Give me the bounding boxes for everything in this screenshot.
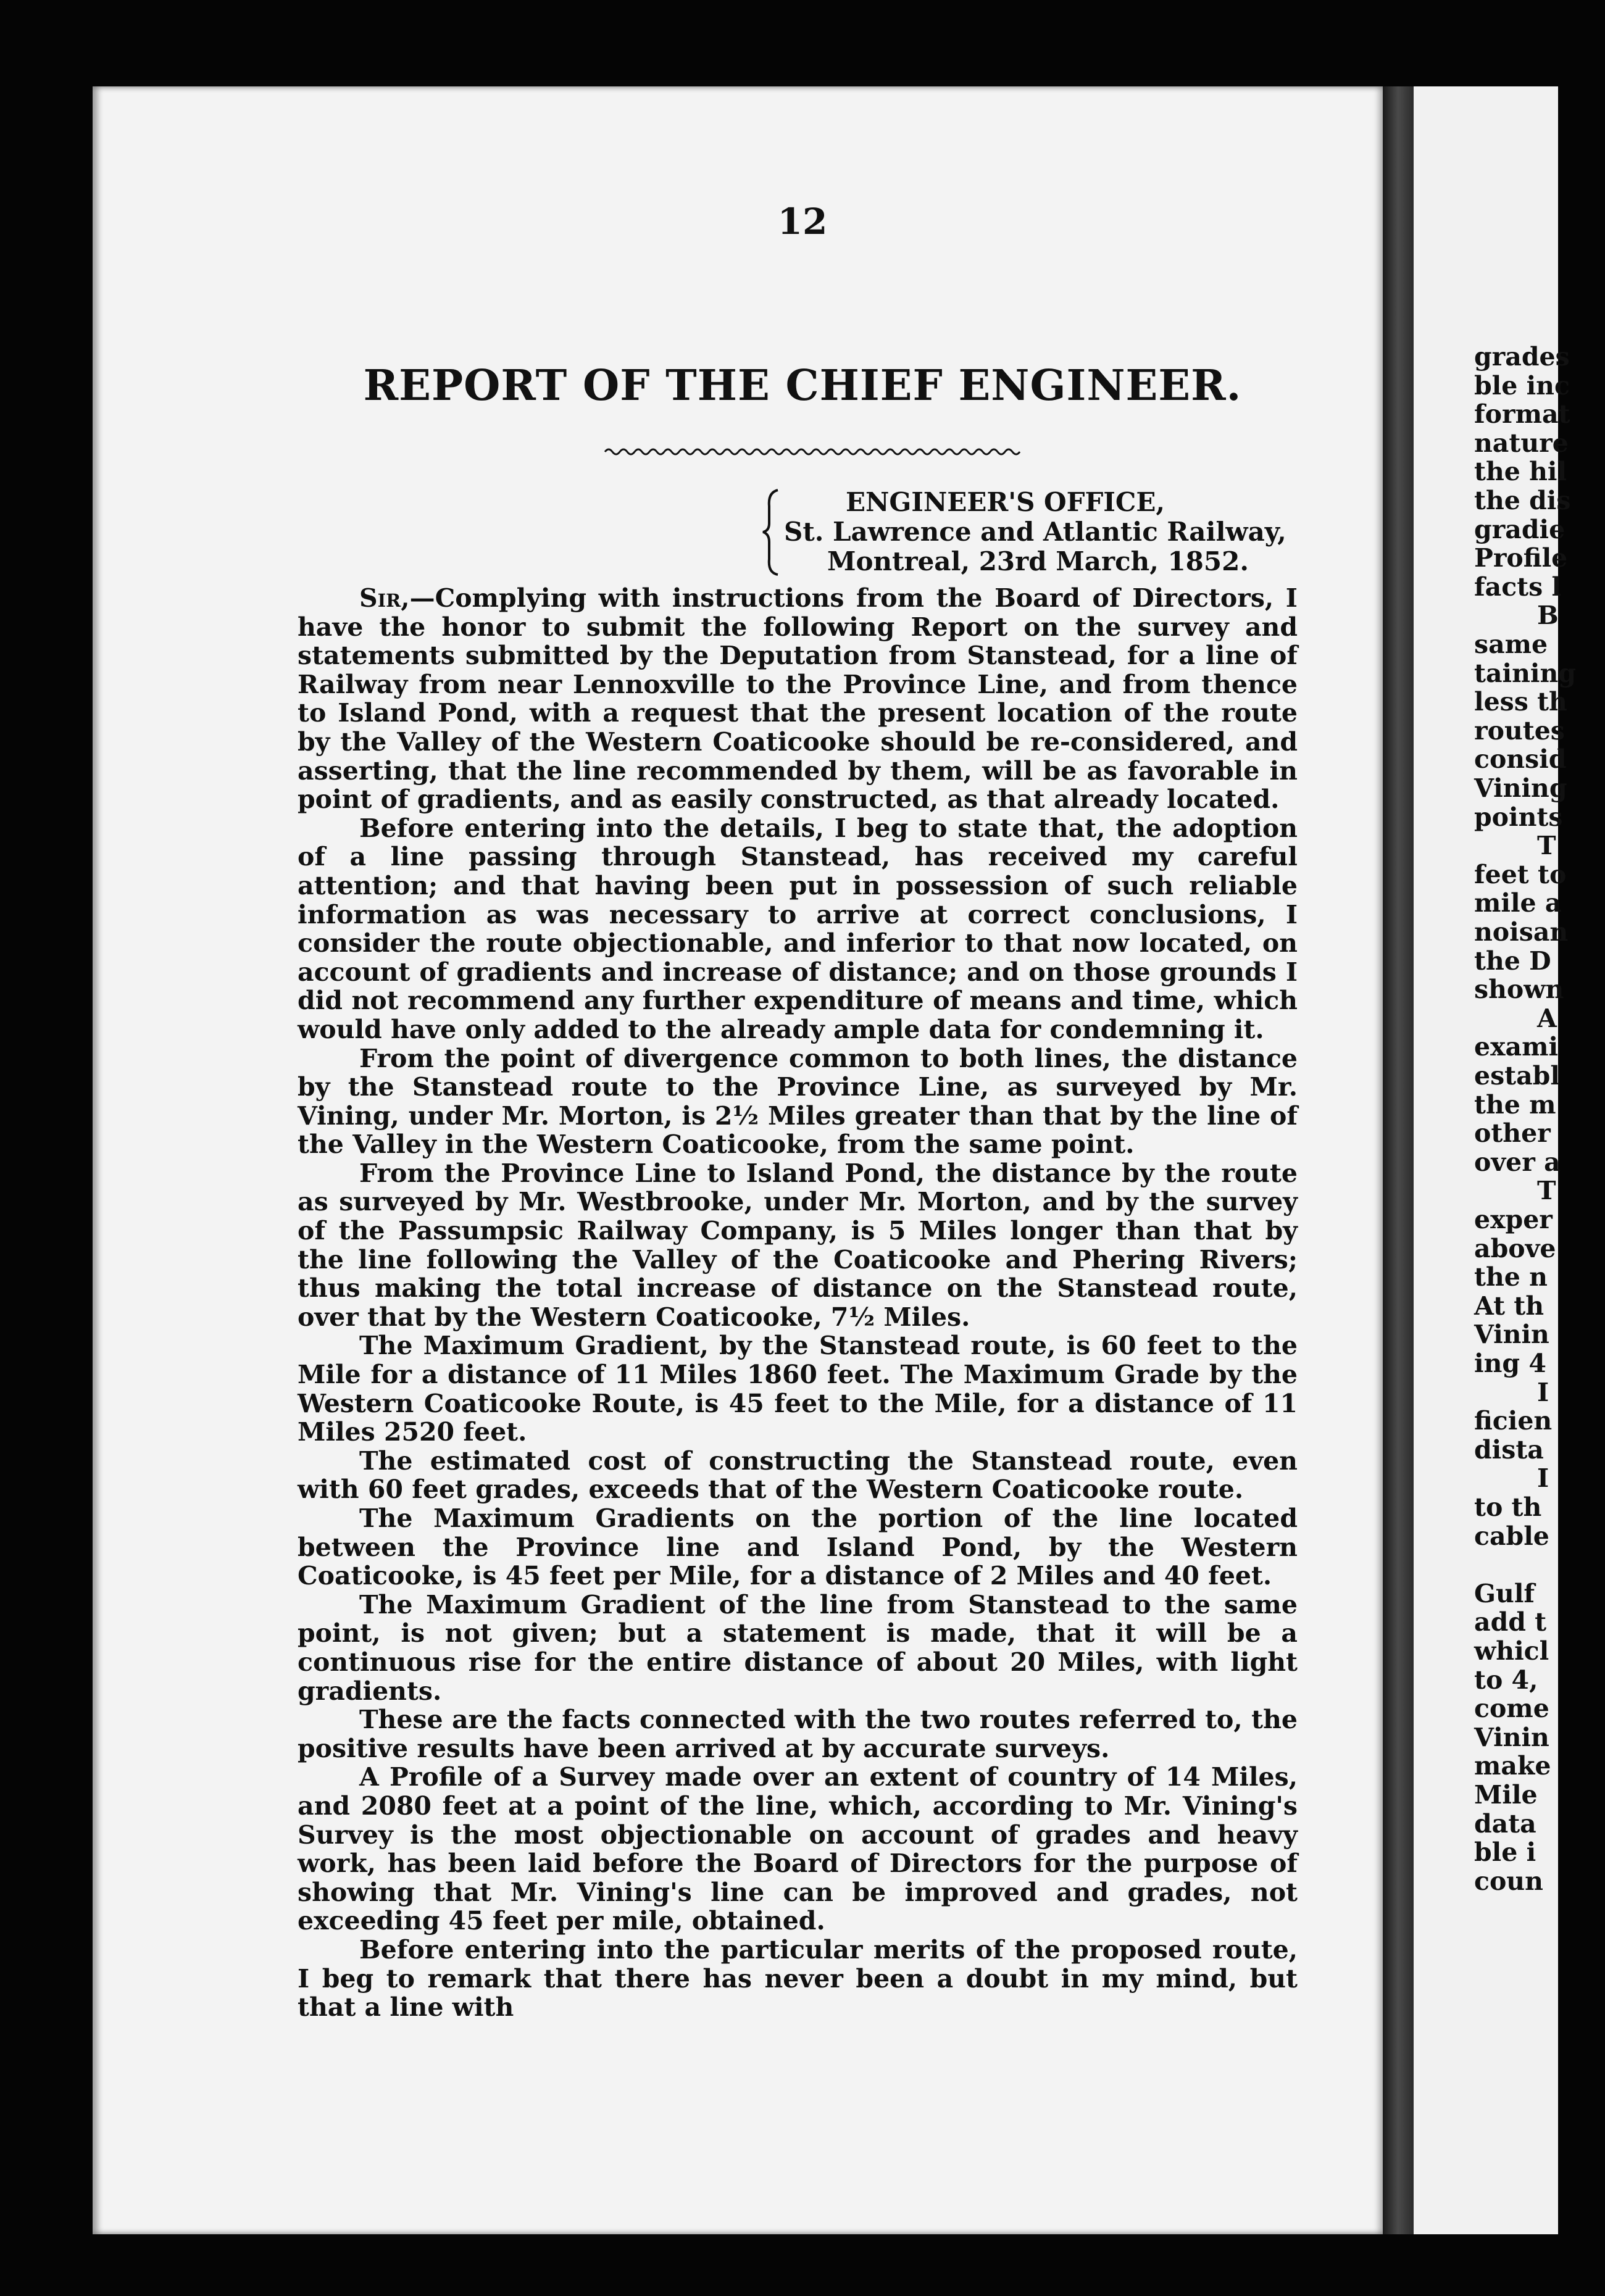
page-title: REPORT OF THE CHIEF ENGINEER. [363, 361, 1242, 410]
facing-page-fragment: routes [1474, 715, 1565, 746]
facing-page-fragment: to th [1474, 1492, 1542, 1522]
facing-page-fragment: the D [1474, 946, 1551, 976]
paragraph: Before entering into the details, I beg to state that, the adoption of a line passing through Stanstead, has received my careful attention; and that having been put in possession of such reliable information as was necessary to arrive at correct conclusions, I consider the route objectionable, and inferior to that now located, on account of gradients and increase of distance; and on those grounds I did not recommend any further expenditure of means and time, which would have only added to the already ample data for condemning it. [298, 813, 1298, 1044]
paragraph: Before entering into the particular merits of the proposed route, I beg to remark that there has never been a doubt in my mind, but that a line with [298, 1934, 1298, 2023]
facing-page-fragment: nature [1474, 428, 1569, 458]
facing-page-fragment: I [1537, 1463, 1549, 1494]
facing-page-fragment: facts l [1474, 572, 1562, 602]
facing-page-fragment: consid [1474, 744, 1567, 775]
facing-page-fragment: Vining [1474, 773, 1567, 803]
facing-page-fragment: ble inc [1474, 370, 1570, 401]
facing-page-fragment: add t [1474, 1607, 1547, 1637]
book-gutter [1383, 86, 1414, 2234]
facing-page-fragment: T [1537, 831, 1556, 861]
paragraph: These are the facts connected with the two routes referred to, the positive results have been arrived at by accurate surveys. [298, 1705, 1298, 1763]
paragraph: The estimated cost of constructing the Stanstead route, even with 60 feet grades, exceeds that of the Western Coaticooke route. [298, 1445, 1298, 1505]
facing-page-fragment: ficien [1474, 1406, 1553, 1436]
facing-page-fragment: ble i [1474, 1837, 1536, 1868]
page-number: 12 [777, 201, 828, 243]
address-line-railway: St. Lawrence and Atlantic Railway, [784, 517, 1286, 547]
facing-page-fragment: the n [1474, 1262, 1548, 1292]
facing-page-fragment: come [1474, 1694, 1549, 1724]
paragraph: From the Province Line to Island Pond, the distance by the route as surveyed by Mr. Westbrooke, under Mr. Morton, and by the survey of the Passumpsic Railway Company, is 5 Miles longer than that by the line following the Valley of the Coaticooke and Phering Rivers; thus making the total increase of distance on the Stanstead route, over that by the Western Coaticooke, 7½ Miles. [298, 1158, 1298, 1332]
facing-page-fragment: noisan [1474, 917, 1569, 947]
facing-page-fragment: establ [1474, 1061, 1560, 1091]
facing-page-fragment: points [1474, 802, 1563, 832]
facing-page-fragment: taining [1474, 658, 1576, 688]
facing-page-fragment: mile a [1474, 888, 1562, 918]
facing-page-fragment: exper [1474, 1205, 1553, 1234]
paragraph [298, 584, 1298, 814]
facing-page-fragment: A [1537, 1003, 1557, 1033]
facing-page-fragment: Vinin [1474, 1320, 1549, 1350]
report-body [298, 584, 1298, 2022]
address-line-date: Montreal, 23rd March, 1852. [827, 546, 1249, 576]
facing-page-fragment: Vinin [1474, 1722, 1549, 1752]
paragraph: The Maximum Gradient, by the Stanstead route, is 60 feet to the Mile for a distance of 11 Miles 1860 feet. The Maximum Grade by the Western Coaticooke Route, is 45 feet to the Mile, for a distance of 11 Miles 2520 feet. [298, 1331, 1298, 1447]
facing-page-fragment: Profile [1474, 543, 1568, 573]
facing-page-fragment: Gulf [1474, 1578, 1535, 1608]
paragraph: The Maximum Gradient of the line from Stanstead to the same point, is not given; but a statement is made, that it will be a continuous rise for the entire distance of about 20 Miles, with light gradients. [298, 1589, 1298, 1706]
facing-page-fragment: the hil [1474, 457, 1567, 487]
facing-page-fragment: I [1537, 1377, 1549, 1407]
facing-page-fragment: gradie [1474, 514, 1565, 544]
address-line-office: ENGINEER'S OFFICE, [846, 487, 1165, 517]
brace-icon [759, 488, 784, 577]
facing-page-fragment: less th [1474, 687, 1567, 717]
facing-page-fragment: ing 4 [1474, 1349, 1546, 1378]
paragraph: From the point of divergence common to both lines, the distance by the Stanstead route to the Province Line, as surveyed by Mr. Vining, under Mr. Morton, is 2½ Miles greater than that by the line of the Valley in the Western Coaticooke, from the same point. [298, 1043, 1298, 1160]
facing-page-fragment: the m [1474, 1089, 1556, 1120]
paragraph: The Maximum Gradients on the portion of the line located between the Province line and Island Pond, by the Western Coaticooke, is 45 feet per Mile, for a distance of 2 Miles and 40 feet. [298, 1504, 1298, 1591]
facing-page-fragment: cable [1474, 1521, 1549, 1551]
facing-page-fragment: coun [1474, 1866, 1543, 1896]
facing-page-fragment: the dis [1474, 486, 1571, 515]
paragraph: A Profile of a Survey made over an extent of country of 14 Miles, and 2080 feet at a point of the line, which, according to Mr. Vining's Survey is the most objectionable on account of grades and heavy work, has been laid before the Board of Directors for the purpose of showing that Mr. Vining's line can be improved and grades, not exceeding 45 feet per mile, obtained. [298, 1762, 1298, 1936]
decorative-wavy-rule [605, 444, 1012, 459]
facing-page-fragment: whicl [1474, 1636, 1549, 1666]
facing-page-fragment: above [1474, 1233, 1556, 1263]
facing-page-fragment: to 4, [1474, 1665, 1538, 1695]
facing-page-fragment: T [1537, 1176, 1556, 1206]
facing-page-fragment: exami [1474, 1032, 1559, 1062]
facing-page-fragment: same [1474, 630, 1548, 659]
salutation: Sir, [359, 583, 410, 613]
facing-page-fragment: feet to [1474, 859, 1567, 889]
paragraph-text: —Complying with instructions from the Board of Directors, I have the honor to submit the following Report on the survey and statements submitted by the Deputation from Stanstead, for a line of Railway from near Lennoxville to the Province Line, and from thence to Island Pond, with a request that the present location of the route by the Valley of the Western Coaticooke should be re-considered, and asserting, that the line recommended by them, will be as favorable in point of gradients, and as easily constructed, as that already located. [298, 583, 1298, 815]
facing-page-fragment: dista [1474, 1434, 1544, 1465]
facing-page-fragment: B [1537, 601, 1559, 631]
facing-page-fragment: shown [1474, 975, 1564, 1005]
facing-page-fragment: grades [1474, 342, 1570, 372]
facing-page-fragment: data [1474, 1808, 1536, 1839]
facing-page-fragment: At th [1474, 1291, 1545, 1321]
facing-page-fragment: Mile [1474, 1780, 1538, 1810]
facing-page-fragment: over a [1474, 1147, 1561, 1177]
facing-page-fragment: format [1474, 399, 1570, 430]
facing-page-fragment: make [1474, 1751, 1551, 1781]
facing-page-fragment: other [1474, 1118, 1551, 1149]
